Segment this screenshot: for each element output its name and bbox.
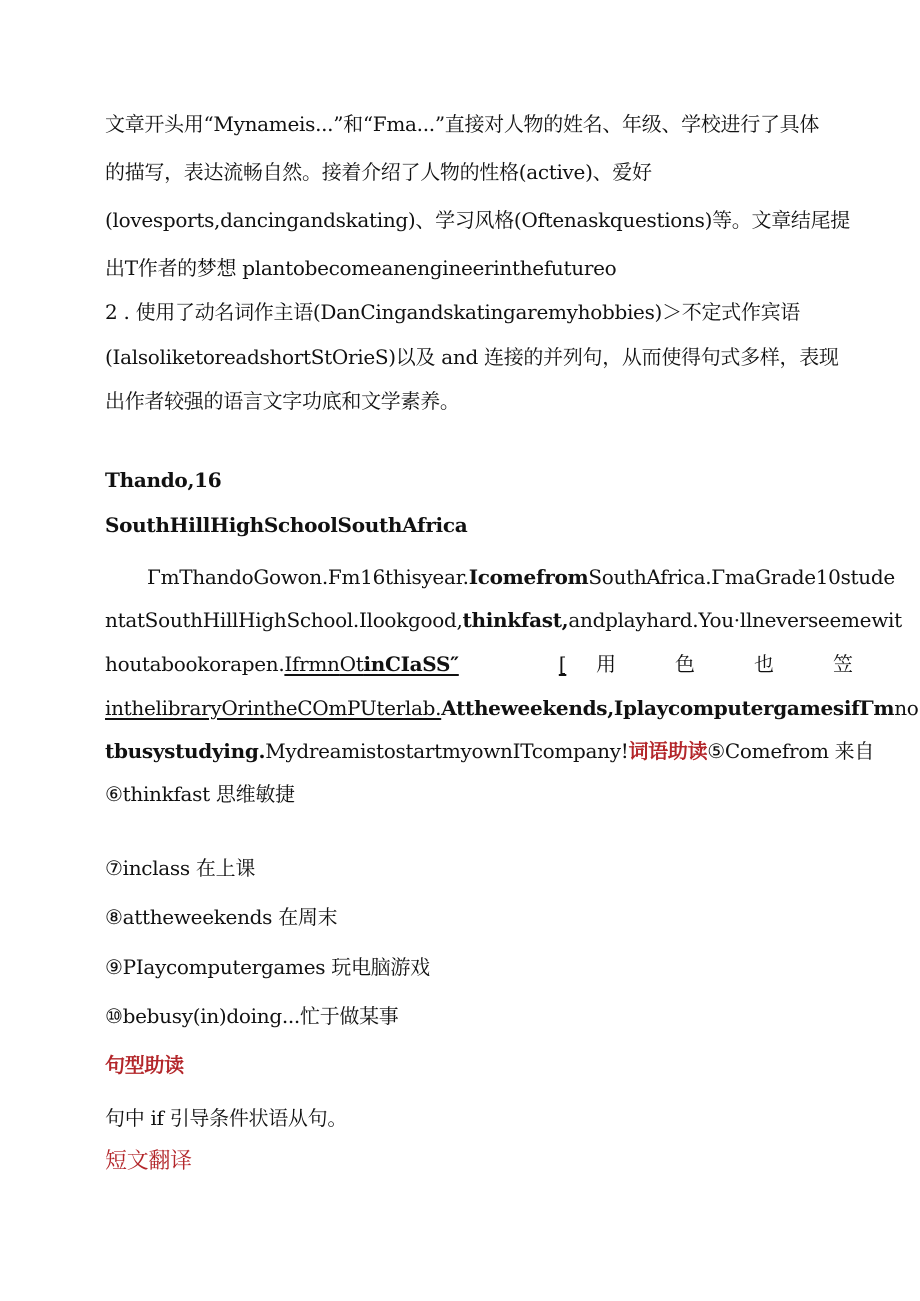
vocab-heading: 词语助读 (628, 739, 708, 763)
passage-line-3 (105, 650, 920, 678)
passage-text: ThandoGowon.Fm16thisyear. (179, 565, 469, 589)
garbled-char: 笠 (832, 652, 853, 676)
vocab-item: ⑤Comefrom 来自 (707, 739, 875, 763)
vocab-item: ⑦inclass 在上课 (105, 856, 256, 880)
passage-line-1 (147, 563, 895, 591)
passage-text: houtabookorapen. (105, 652, 285, 676)
passage-underlined-bold: inCIaSS″ (363, 652, 459, 676)
passage-underlined: inthelibraryOrintheCOmPUterlab. (105, 696, 442, 720)
analysis-line-2: 的描写，表达流畅自然。接着介绍了人物的性格(active)、爱好 (105, 160, 652, 184)
passage-bold: thinkfast, (462, 608, 569, 632)
profile-name-age: Thando,16 (105, 468, 222, 492)
passage-line-2 (105, 606, 902, 634)
passage-text: andplayhard.You·llneverseemewit (568, 608, 902, 632)
analysis-line-3: (lovesports,dancingandskating)、学习风格(Oftenaskquestions)等。文章结尾提 (105, 208, 850, 232)
analysis-line-7: 出作者较强的语言文字功底和文学素养。 (105, 389, 460, 413)
passage-underlined: Ot (339, 652, 364, 676)
vocab-item: ⑨PIaycomputergames 玩电脑游戏 (105, 955, 430, 979)
passage-text: Γm (147, 565, 180, 589)
garbled-char: 也 (753, 652, 774, 676)
sentence-note: 句中 if 引导条件状语从句。 (105, 1106, 348, 1130)
profile-school: SouthHillHighSchoolSouthAfrica (105, 513, 468, 537)
passage-line-4 (105, 694, 919, 722)
passage-text: SouthAfrica.ΓmaGrade10stude (588, 565, 895, 589)
analysis-line-4: 出T作者的梦想 plantobecomeanengineerinthefutureo (105, 256, 617, 280)
passage-bold: Icomefrom (468, 565, 589, 589)
garbled-chars (566, 650, 920, 678)
vocab-item: ⑩bebusy(in)doing...忙于做某事 (105, 1004, 399, 1028)
passage-underlined: Ifrmn (284, 652, 340, 676)
passage-bold: Attheweekends, (441, 696, 614, 720)
passage-bracket: [ (558, 652, 567, 676)
passage-text: no (894, 696, 919, 720)
vocab-item: ⑥thinkfast 思维敏捷 (105, 782, 295, 806)
passage-text: MydreamistostartmyownITcompany! (265, 739, 629, 763)
vocab-item: ⑧attheweekends 在周末 (105, 905, 338, 929)
analysis-line-6: (IalsoliketoreadshortStOrieS)以及 and 连接的并列句，从而使得句式多样，表现 (105, 345, 839, 369)
garbled-char: 色 (674, 652, 695, 676)
passage-line-5 (105, 737, 874, 765)
garbled-char: 用 (595, 652, 616, 676)
analysis-line-1: 文章开头用“Mynameis...”和“Fma...”直接对人物的姓名、年级、学校进行了具体 (105, 112, 820, 136)
translation-heading: 短文翻译 (105, 1149, 192, 1174)
analysis-line-5: 2 . 使用了动名词作主语(DanCingandskatingaremyhobbies)＞不定式作宾语 (105, 300, 800, 324)
passage-text: ntatSouthHillHighSchool.Ilookgood, (105, 608, 463, 632)
sentence-heading: 句型助读 (105, 1053, 184, 1077)
passage-bold: Iplaycomputergamesif (613, 696, 860, 720)
underlined-span (284, 652, 920, 676)
passage-bold: Γm (859, 696, 895, 720)
passage-bold: tbusystudying. (105, 739, 266, 763)
